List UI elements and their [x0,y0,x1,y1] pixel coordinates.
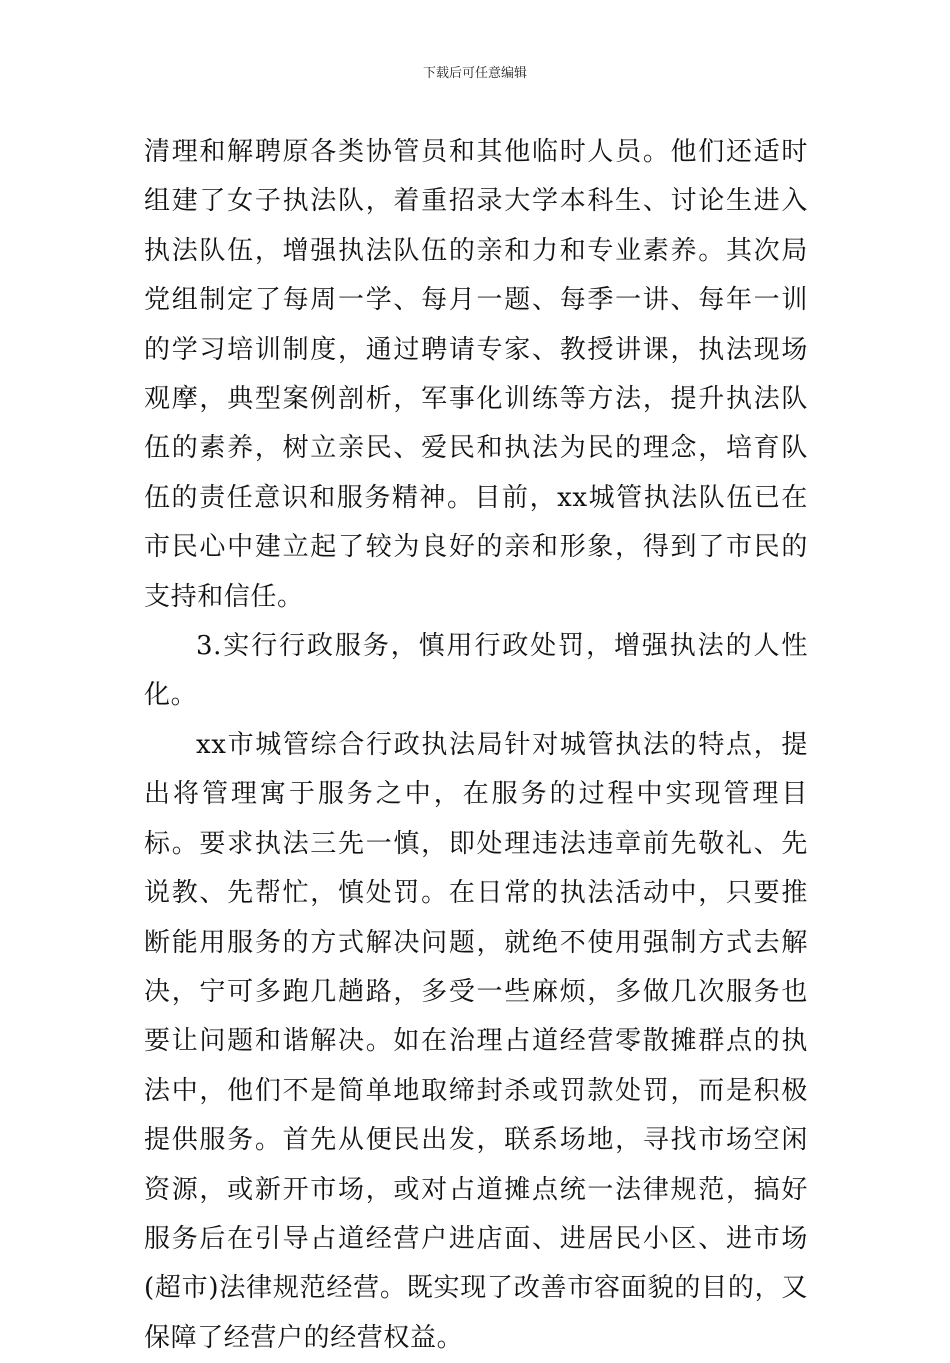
page-header-note: 下载后可任意编辑 [422,66,527,81]
paragraph-continued: 清理和解聘原各类协管员和其他临时人员。他们还适时组建了女子执法队，着重招录大学本科生、讨论生进入执法队伍，增强执法队伍的亲和力和专业素养。其次局党组制定了每周一学、每月一题、每季一讲、每年一训的学习培训制度，通过聘请专家、教授讲课，执法现场观摩，典型案例剖析，军事化训练等方法，提升执法队伍的素养，树立亲民、爱民和执法为民的理念，培育队伍的责任意识和服务精神。目前，xx城管执法队伍已在市民心中建立起了较为良好的亲和形象，得到了市民的支持和信任。 [144,137,808,612]
document-body [144,128,808,1363]
section-heading-3: 3.实行行政服务，慎用行政处罚，增强执法的人性化。 [144,631,808,711]
paragraph-service: xx市城管综合行政执法局针对城管执法的特点，提出将管理寓于服务之中，在服务的过程中实现管理目标。要求执法三先一慎，即处理违法违章前先敬礼、先说教、先帮忙，慎处罚。在日常的执法活动中，只要推断能用服务的方式解决问题，就绝不使用强制方式去解决，宁可多跑几趟路，多受一些麻烦，多做几次服务也要让问题和谐解决。如在治理占道经营零散摊群点的执法中，他们不是简单地取缔封杀或罚款处罚，而是积极提供服务。首先从便民出发，联系场地，寻找市场空闲资源，或新开市场，或对占道摊点统一法律规范，搞好服务后在引导占道经营户进店面、进居民小区、进市场(超市)法律规范经营。既实现了改善市容面貌的目的，又保障了经营户的经营权益。 [144,729,808,1353]
